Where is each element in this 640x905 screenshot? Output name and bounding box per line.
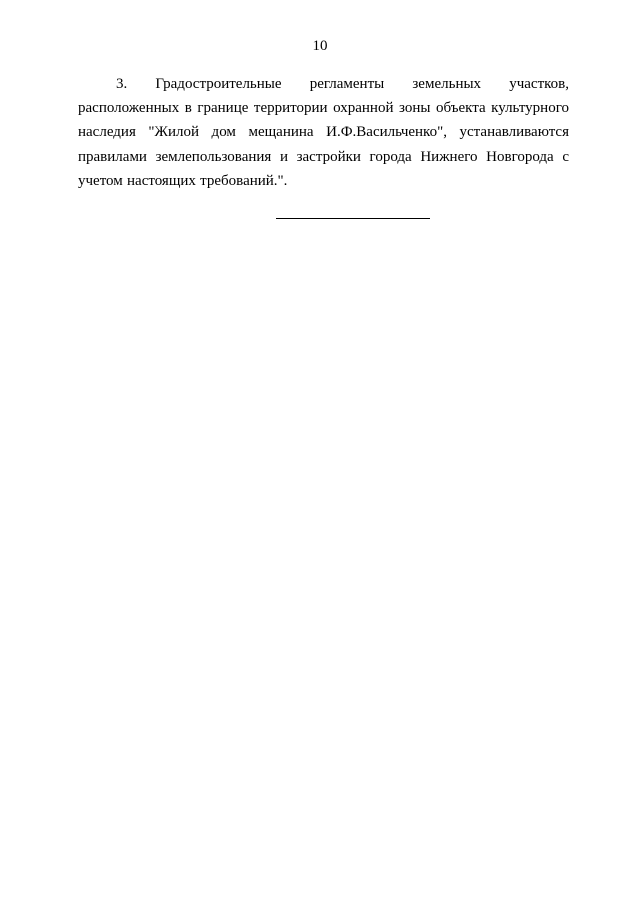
body-paragraph: 3. Градостроительные регламенты земельных участков, расположенных в границе территории охранной зоны объекта культурного наследия "Жилой дом мещанина И.Ф.Васильченко", устанавливаются правилами землепользования и застройки города Нижнего Новгорода с учетом настоящих требований.". xyxy=(78,76,569,189)
end-separator-line xyxy=(276,218,430,219)
page-number: 10 xyxy=(312,38,328,54)
